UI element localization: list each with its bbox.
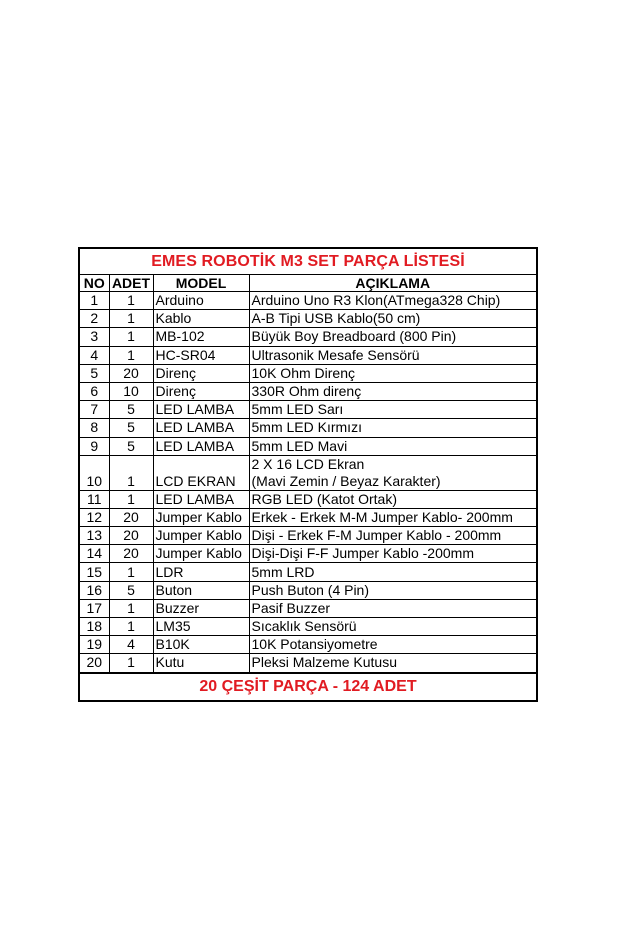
- cell-qty: 1: [109, 490, 153, 508]
- description-line: RGB LED (Katot Ortak): [251, 490, 397, 507]
- cell-qty: 1: [109, 328, 153, 346]
- description-line: 5mm LRD: [251, 563, 315, 580]
- cell-model: MB-102: [153, 328, 249, 346]
- cell-qty: 1: [109, 654, 153, 672]
- list-summary: 20 ÇEŞİT PARÇA - 124 ADET: [80, 673, 536, 700]
- description-line: Pasif Buzzer: [251, 599, 331, 616]
- cell-qty: 1: [109, 455, 153, 490]
- cell-model: LDR: [153, 563, 249, 581]
- description-line: A-B Tipi USB Kablo(50 cm): [251, 310, 421, 327]
- cell-model: B10K: [153, 636, 249, 654]
- cell-description: [249, 599, 536, 617]
- description-line: 5mm LED Sarı: [251, 401, 344, 418]
- cell-description: [249, 310, 536, 328]
- cell-qty: 1: [109, 292, 153, 310]
- cell-description: [249, 437, 536, 455]
- cell-model: Arduino: [153, 292, 249, 310]
- cell-description: [249, 346, 536, 364]
- cell-description: [249, 545, 536, 563]
- table-row: [80, 599, 536, 617]
- cell-qty: 1: [109, 310, 153, 328]
- parts-list-sheet: [78, 247, 538, 702]
- cell-qty: 5: [109, 437, 153, 455]
- cell-no: 13: [80, 527, 109, 545]
- description-line: Büyük Boy Breadboard (800 Pin): [251, 328, 457, 345]
- table-row: [80, 310, 536, 328]
- cell-no: 6: [80, 382, 109, 400]
- cell-no: 12: [80, 508, 109, 526]
- description-line: Ultrasonik Mesafe Sensörü: [251, 346, 420, 363]
- description-line: (Mavi Zemin / Beyaz Karakter): [251, 472, 441, 489]
- cell-qty: 5: [109, 419, 153, 437]
- cell-model: LM35: [153, 618, 249, 636]
- cell-no: 5: [80, 364, 109, 382]
- cell-model: LED LAMBA: [153, 419, 249, 437]
- cell-model: HC-SR04: [153, 346, 249, 364]
- cell-no: 18: [80, 618, 109, 636]
- table-row: [80, 581, 536, 599]
- table-row: [80, 636, 536, 654]
- cell-no: 7: [80, 401, 109, 419]
- cell-description: [249, 401, 536, 419]
- table-body: [80, 292, 536, 673]
- list-title: EMES ROBOTİK M3 SET PARÇA LİSTESİ: [80, 249, 536, 275]
- description-line: 10K Ohm Direnç: [251, 364, 355, 381]
- description-line: Sıcaklık Sensörü: [251, 618, 357, 635]
- cell-no: 17: [80, 599, 109, 617]
- cell-qty: 1: [109, 563, 153, 581]
- cell-qty: 10: [109, 382, 153, 400]
- cell-qty: 20: [109, 364, 153, 382]
- cell-no: 1: [80, 292, 109, 310]
- cell-qty: 1: [109, 618, 153, 636]
- cell-model: Kutu: [153, 654, 249, 672]
- table-row: [80, 437, 536, 455]
- cell-qty: 5: [109, 401, 153, 419]
- table-row: [80, 346, 536, 364]
- table-row: [80, 455, 536, 490]
- description-line: Push Buton (4 Pin): [251, 581, 370, 598]
- cell-no: 20: [80, 654, 109, 672]
- cell-no: 15: [80, 563, 109, 581]
- cell-model: Direnç: [153, 364, 249, 382]
- cell-model: Direnç: [153, 382, 249, 400]
- parts-table: [80, 275, 536, 673]
- cell-model: LED LAMBA: [153, 490, 249, 508]
- cell-description: [249, 292, 536, 310]
- header-model: MODEL: [153, 275, 249, 292]
- table-row: [80, 508, 536, 526]
- cell-description: [249, 490, 536, 508]
- cell-model: LED LAMBA: [153, 401, 249, 419]
- cell-description: [249, 508, 536, 526]
- table-row: [80, 490, 536, 508]
- cell-model: Jumper Kablo: [153, 545, 249, 563]
- cell-model: Jumper Kablo: [153, 508, 249, 526]
- table-row: [80, 382, 536, 400]
- description-line: 5mm LED Kırmızı: [251, 419, 362, 436]
- cell-description: [249, 382, 536, 400]
- cell-description: [249, 328, 536, 346]
- description-line: 10K Potansiyometre: [251, 636, 378, 653]
- description-line: 5mm LED Mavi: [251, 437, 348, 454]
- table-row: [80, 419, 536, 437]
- cell-description: [249, 527, 536, 545]
- table-row: [80, 563, 536, 581]
- table-row: [80, 618, 536, 636]
- cell-description: [249, 563, 536, 581]
- description-line: Pleksi Malzeme Kutusu: [251, 654, 398, 671]
- cell-description: [249, 455, 536, 490]
- cell-qty: 20: [109, 508, 153, 526]
- cell-model: LED LAMBA: [153, 437, 249, 455]
- description-line: Arduino Uno R3 Klon(ATmega328 Chip): [251, 292, 501, 309]
- cell-no: 9: [80, 437, 109, 455]
- table-row: [80, 292, 536, 310]
- cell-model: LCD EKRAN: [153, 455, 249, 490]
- description-line: Dişi - Erkek F-M Jumper Kablo - 200mm: [251, 527, 502, 544]
- cell-qty: 20: [109, 545, 153, 563]
- cell-description: [249, 419, 536, 437]
- cell-no: 2: [80, 310, 109, 328]
- cell-no: 14: [80, 545, 109, 563]
- cell-description: [249, 618, 536, 636]
- cell-no: 3: [80, 328, 109, 346]
- cell-model: Jumper Kablo: [153, 527, 249, 545]
- cell-description: [249, 636, 536, 654]
- header-no: NO: [80, 275, 109, 292]
- table-header-row: [80, 275, 536, 292]
- cell-qty: 1: [109, 346, 153, 364]
- cell-qty: 4: [109, 636, 153, 654]
- cell-model: Buton: [153, 581, 249, 599]
- description-line: Dişi-Dişi F-F Jumper Kablo -200mm: [251, 545, 474, 562]
- cell-qty: 5: [109, 581, 153, 599]
- description-line: 330R Ohm direnç: [251, 383, 362, 400]
- header-description: AÇIKLAMA: [249, 275, 536, 292]
- table-row: [80, 527, 536, 545]
- cell-no: 19: [80, 636, 109, 654]
- cell-no: 4: [80, 346, 109, 364]
- cell-no: 8: [80, 419, 109, 437]
- cell-model: Buzzer: [153, 599, 249, 617]
- cell-qty: 1: [109, 599, 153, 617]
- header-qty: ADET: [109, 275, 153, 292]
- cell-description: [249, 581, 536, 599]
- cell-no: 16: [80, 581, 109, 599]
- cell-model: Kablo: [153, 310, 249, 328]
- cell-description: [249, 364, 536, 382]
- table-row: [80, 545, 536, 563]
- table-row: [80, 364, 536, 382]
- cell-description: [249, 654, 536, 672]
- table-row: [80, 654, 536, 672]
- cell-no: 11: [80, 490, 109, 508]
- cell-qty: 20: [109, 527, 153, 545]
- table-row: [80, 328, 536, 346]
- cell-no: 10: [80, 455, 109, 490]
- description-line: 2 X 16 LCD Ekran: [251, 455, 365, 472]
- description-line: Erkek - Erkek M-M Jumper Kablo- 200mm: [251, 508, 513, 525]
- table-row: [80, 401, 536, 419]
